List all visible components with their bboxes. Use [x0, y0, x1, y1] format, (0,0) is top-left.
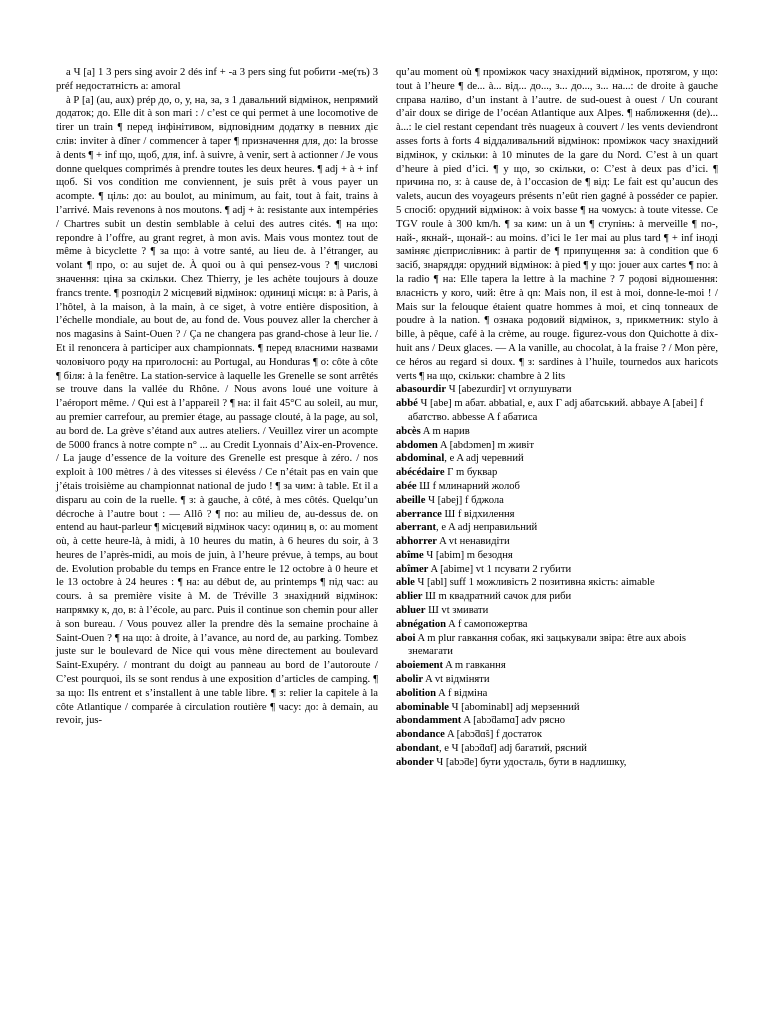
entry-definition: A m plur гавкання собак, які зацькували звіра: être aux abois знемагати — [408, 632, 687, 658]
entry-headword: abdominal — [396, 453, 445, 465]
dictionary-entry — [396, 673, 718, 687]
entry-headword: abolir — [396, 674, 424, 686]
dictionary-entry — [396, 563, 718, 577]
dictionary-entry — [396, 701, 718, 715]
entry-definition: A vt відміняти — [423, 674, 490, 686]
entry-headword: abasourdir — [396, 384, 447, 396]
dictionary-entry — [396, 659, 718, 673]
left-column — [56, 66, 378, 770]
entry-definition: Ш f млинарний жолоб — [416, 480, 520, 492]
entry-headword: abbé — [396, 398, 418, 410]
entry-headword: abée — [396, 480, 417, 492]
dictionary-entry — [396, 439, 718, 453]
entry-headword: abcès — [396, 425, 421, 437]
dictionary-entry — [396, 590, 718, 604]
entry-headword: abondance — [396, 729, 445, 741]
entry-headword: abonder — [396, 756, 434, 768]
right-column — [396, 66, 718, 770]
dictionary-entry — [396, 576, 718, 590]
dictionary-entry — [396, 535, 718, 549]
entry-list — [396, 383, 718, 769]
dictionary-entry — [396, 742, 718, 756]
entry-headword: abécédaire — [396, 467, 445, 479]
entry-headword: abîme — [396, 549, 424, 561]
entry-definition: , e A adj неправильний — [436, 522, 538, 534]
entry-definition: A [abɔ̃damɑ̃] adv рясно — [461, 715, 566, 727]
dictionary-entry — [396, 521, 718, 535]
entry-headword: abondant — [396, 743, 439, 755]
dictionary-entry — [396, 632, 718, 660]
entry-headword: abluer — [396, 605, 426, 617]
entry-headword: abnégation — [396, 618, 447, 630]
dictionary-entry — [396, 452, 718, 466]
entry-definition: A m нарив — [420, 425, 470, 437]
entry-definition: Ч [abominabl] adj мерзенний — [448, 701, 580, 713]
entry-definition: A f відміна — [436, 687, 488, 699]
dictionary-entry — [396, 383, 718, 397]
entry-definition: Ш f відхилення — [441, 508, 515, 520]
entry-headword: abeille — [396, 494, 426, 506]
two-column-layout — [56, 66, 718, 770]
dictionary-entry — [396, 756, 718, 770]
entry-definition: Ч [abɔ̃de] бути удосталь, бути в надлишку, — [433, 756, 627, 768]
entry-definition: Ч [abim] m безодня — [423, 549, 513, 561]
entry-definition: A m гавкання — [443, 660, 506, 672]
dictionary-entry — [396, 549, 718, 563]
entry-headword: abdomen — [396, 439, 438, 451]
entry-definition: , e A adj черевний — [444, 453, 524, 465]
dictionary-entry — [396, 687, 718, 701]
entry-a: a Ч [a] 1 3 pers sing avoir 2 dés inf + -a 3 pers sing fut робити -ме(ть) 3 préf недостатність a: amoral — [56, 67, 378, 92]
entry-headword: aboi — [396, 632, 416, 644]
dictionary-entry — [396, 728, 718, 742]
entry-definition: Ш m квадратний сачок для риби — [422, 591, 572, 603]
entry-definition: A [abɔ̃dɑ̃s] f достаток — [444, 729, 542, 741]
entry-a-preposition: à Р [a] (au, aux) prép до, о, у, на, за, з 1 давальний відмінок, непрямий додаток; до. Elle dit à son mari : / c’est ce qui permet à une locomotive de tirer un train ¶ перед інфінітивом, відповідним додатку в певних діє слів: inviter à dîner / commencer à taper ¶ призначення для, до: la brosse à dents ¶ + inf що, щоб, для, inf. à suivre, à venir, sert à actionner / Je vous donne quelques comprimés à prendre toutes les deux heures. ¶ adj + à + inf щоб. Si vos condition me conviennent, je suis prêt à vous payer un acompte. ¶ ціль: до: au boulot, au minimum, au fait, tout à fait, trains à l’arrivé. Mais revenons à nos moutons. ¶ adj + à: resistante aux intempéries / Chartres subit un destin semblable à celui des autres cités. ¶ на що: repondre à l’offre, au grant regret, à mon avis. Mais vous montez tout de même à bicyclette ? ¶ за що: à votre santé, au lieu de. à l’étranger, au volant ¶ про, о: au sujet de. À quoi ou à qui pensez-vous ? ¶ числові значення: ціна за скільки. Chez Thierry, je les achète toujours à douze francs trente. ¶ розподіл 2 місцевий відмінок: одиниці місця: в: à Paris, à l’hôtel, à la maison, à la main, à ce siget, à votre entière disposition, à l’échelle mondiale, au bout de, au fond de. Vous pouvez aller la chercher à nos magasins à Saint-Ouen ? / Ça ne changera pas grand-chose à leur lie. / Et il renoncera à participer aux championnats. ¶ перед власними назвами чоловічого роду на приголосні: au Portugal, au Honduras ¶ о: côte à côte ¶ біля: à la fenêtre. La station-service à laquelle les Grenelle se sont arrêtés se trouve dans la vallée du Rhône. / Nous avons loué une voiture à l’aéroport même. / Qui est à l’appareil ? ¶ на: il fait 45°С au soleil, au mur, au premier carrefour, au premier étage, au passage clouté, à la page, au sol, au bord de. La grève s’étand aux autres ateliers. / Veuillez virer un acompte de 5000 francs à notre compte n° ... au Credit Lyonnais d’Aix-en-Provence. / La jauge d’essence de la voiture des Grenelle est presque à zéro. / nos exploit à 100 mètres / à des vitesses si élevéss / Ce n’était pas en vain que j’étais troisième au championnat national de judo ! ¶ за чим: à table. Et il a disparu au coin de la ruelle. ¶ з: à gauche, à côté, à mes côtés. Quelqu’un décroche à l’autre bout : — Allô ? ¶ по: au milieu de, au-dessus de. on entend au haut-parleur ¶ місцевий відмінок часу: одиниц в, о: au moment où, à cette heure-là, à midi, à 10 heures du matin, à 6 heures du soir, à 3 heures de l’après-midi, au mois de juin, à l’heure prévue, à temps, au bout de. Evolution probable du temps en France entre le 12 octobre à 0 heure et le 13 octobre à 24 heures : ¶ на: au début de, au printemps ¶ під час: au cours. à sa première visite à M. de Tréville 3 знахідний відмінок: напрямку к, до, в: à l’école, au parc. Puis il continue son chemin pour aller à son bureau. / Vous pouvez aller la prendre dès la semaine prochaine à Saint-Ouen ? ¶ на що: à droite, à l’avance, au nord de, au parking. Tombez juste sur le boulevard de Nice qui vous mène directement au boulevard Saint-Exupéry. / montrant du doigt au panneau au bord de l’autoroute / C’est pourquoi, ils se sont rendus à une exposition d’articles de camping. ¶ за що: Ils entrent et s’installent à une table libre. ¶ з: relier la capitele à la côte Atlantique / comparée à circulation routière ¶ часу: до: à demain, au revoir, jus- — [56, 94, 378, 727]
entry-headword: abondamment — [396, 715, 462, 727]
entry-definition: A [abime] vt 1 псувати 2 губити — [428, 563, 572, 575]
dictionary-entry — [396, 494, 718, 508]
entry-headword: aberrance — [396, 508, 442, 520]
dictionary-entry — [396, 425, 718, 439]
dictionary-entry — [396, 480, 718, 494]
entry-headword: aberrant — [396, 522, 437, 534]
entry-definition: A [abdɔmen] m живіт — [437, 439, 534, 451]
entry-definition: A f самопожертва — [446, 618, 528, 630]
entry-a-continuation: qu’au moment où ¶ проміжок часу знахідний відмінок, протягом, у що: tout à l’heure ¶ de... à... від... до..., з... до..., з... на...: de droite à gauche справа наліво, d’un instant à l’autre. de sud-ouest à ouest / Un courant d’air doux se dirige de l’océan Atlantique aux Alpes. ¶ наближення (de)... à...: le ciel restant cependant très nuageux à couvert / les vents deviendront asses forts à forts 4 віддаливальний відмінок: проміжок часу знахідний відмінок, у скільки: à 10 minutes de la gare du Nord. C’est à un quart d’heure à pied d’ici. ¶ у що, зо скільки, о: C’est à deux pas d’ici. ¶ причина по, з: à cause de, à l’occasion de ¶ від: Le fait est qu’aucun des valets, aucun des voyageurs présents n’eût rien gagné à posséder ce papier. 5 спосіб: орудний відмінок: à voix basse ¶ на чомусь: à toute vitesse. Ce TGV roule à 300 km/h. ¶ за ким: un à un ¶ ступінь: à merveille ¶ по-, най-, якнай-, щонай-: au moins. d’ici le 1er mai au plus tard ¶ + inf іноді заміняє дієприслівник: à partir de ¶ припущення за: à condition que 6 засіб, знаряддя: орудний відмінок: à pied ¶ у що: jouer aux cartes ¶ по: à la radio ¶ на: Elle tapera la lettre à la machine ? 7 родові відношення: власність у кого, чий: être à qn: Mais non, il est à moi, donne-le-moi ! / Mais sur la felouque étaient quatre hommes à moi, et cinq tonneaux de poudre à la nation. ¶ ознака родовий відмінок, з, прикметник: stylo à bille, à pêque, café à la crème, au rouge. figurez-vous don Quichotte à dix-huit ans / Deux glaces. — A la vanille, au chocolat, à la fraise ? / Mon père, ce héros au regard si doux. ¶ з: sardines à l’huile, tournedos aux haricots verts ¶ на що, скільки: chambre à 2 lits — [396, 67, 718, 382]
dictionary-entry — [396, 604, 718, 618]
entry-headword: ablier — [396, 591, 423, 603]
entry-definition: Ч [abezurdir] vt оглушувати — [446, 384, 572, 396]
entry-definition: Ч [abl] suff 1 можливість 2 позитивна якість: aimable — [414, 577, 655, 589]
dictionary-entry — [396, 397, 718, 425]
entry-headword: abolition — [396, 687, 437, 699]
entry-headword: abhorrer — [396, 536, 437, 548]
dictionary-entry — [396, 714, 718, 728]
entry-headword: abîmer — [396, 563, 429, 575]
entry-headword: abominable — [396, 701, 449, 713]
entry-definition: A vt ненавидіти — [437, 536, 510, 548]
entry-definition: Ч [abe] m абат. abbatial, e, aux Г adj абатський. abbaye A [abei] f абатство. abbesse A f абатиса — [408, 398, 704, 423]
entry-definition: Ш vt змивати — [425, 605, 489, 617]
dictionary-entry — [396, 508, 718, 522]
entry-definition: Ч [abej] f бджола — [425, 494, 504, 506]
entry-definition: , e Ч [abɔ̃dɑ̃t] adj багатий, рясний — [439, 743, 587, 755]
entry-definition: Г m буквар — [444, 467, 498, 479]
dictionary-entry — [396, 618, 718, 632]
dictionary-entry — [396, 466, 718, 480]
entry-headword: aboiement — [396, 660, 444, 672]
entry-headword: able — [396, 577, 415, 589]
